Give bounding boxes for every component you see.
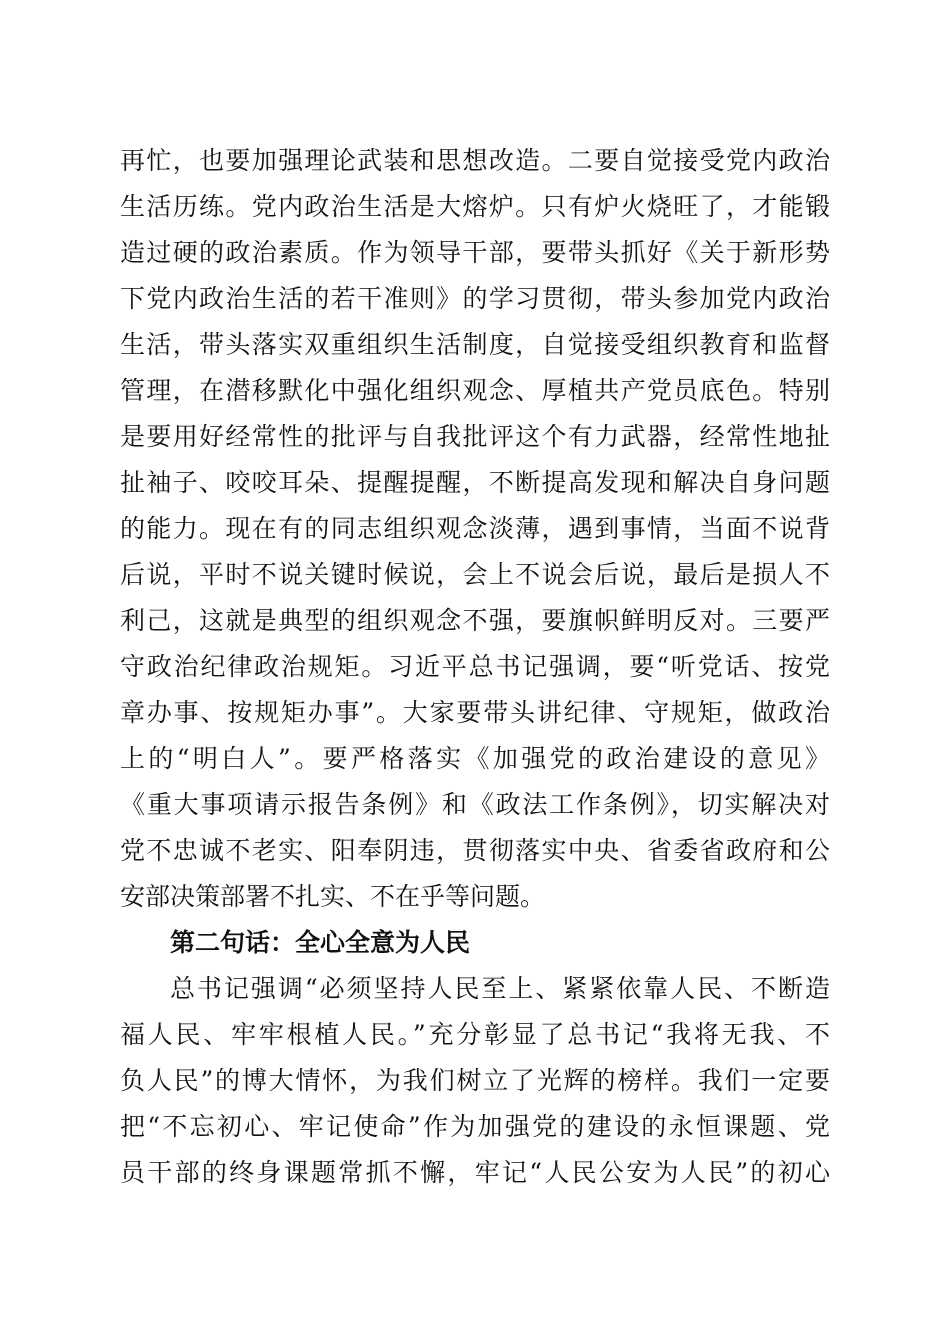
text-line: 福人民、牢牢根植人民。”充分彰显了总书记“我将无我、不 (120, 1020, 830, 1049)
text-line: 把“不忘初心、牢记使命”作为加强党的建设的永恒课题、党 (120, 1112, 830, 1141)
text-line: 管理，在潜移默化中强化组织观念、厚植共产党员底色。特别 (120, 376, 830, 405)
text-line: 员干部的终身课题常抓不懈，牢记“人民公安为人民”的初心 (120, 1158, 830, 1187)
text-line: 上的“明白人”。要严格落实《加强党的政治建设的意见》 (120, 744, 830, 773)
text-line: 总书记强调“必须坚持人民至上、紧紧依靠人民、不断造 (170, 974, 830, 1003)
text-line: 后说，平时不说关键时候说，会上不说会后说，最后是损人不 (120, 560, 830, 589)
text-line: 《重大事项请示报告条例》和《政法工作条例》，切实解决对 (120, 790, 830, 819)
text-line: 安部决策部署不扎实、不在乎等问题。 (120, 882, 546, 911)
text-line: 生活，带头落实双重组织生活制度，自觉接受组织教育和监督 (120, 330, 830, 359)
document-body (120, 138, 830, 1196)
text-line: 生活历练。党内政治生活是大熔炉。只有炉火烧旺了，才能锻 (120, 192, 830, 221)
text-line: 造过硬的政治素质。作为领导干部，要带头抓好《关于新形势 (120, 238, 830, 267)
text-line: 下党内政治生活的若干准则》的学习贯彻，带头参加党内政治 (120, 284, 830, 313)
text-line: 党不忠诚不老实、阳奉阴违，贯彻落实中央、省委省政府和公 (120, 836, 830, 865)
text-line: 守政治纪律政治规矩。习近平总书记强调，要“听党话、按党 (120, 652, 830, 681)
text-line: 利己，这就是典型的组织观念不强，要旗帜鲜明反对。三要严 (120, 606, 830, 635)
text-line: 的能力。现在有的同志组织观念淡薄，遇到事情，当面不说背 (120, 514, 830, 543)
text-line: 再忙，也要加强理论武装和思想改造。二要自觉接受党内政治 (120, 146, 830, 175)
text-line: 是要用好经常性的批评与自我批评这个有力武器，经常性地扯 (120, 422, 830, 451)
text-line: 扯袖子、咬咬耳朵、提醒提醒，不断提高发现和解决自身问题 (120, 468, 830, 497)
text-line: 章办事、按规矩办事”。大家要带头讲纪律、守规矩，做政治 (120, 698, 830, 727)
text-line: 负人民”的博大情怀，为我们树立了光辉的榜样。我们一定要 (120, 1066, 830, 1095)
section-heading: 第二句话：全心全意为人民 (170, 928, 471, 957)
